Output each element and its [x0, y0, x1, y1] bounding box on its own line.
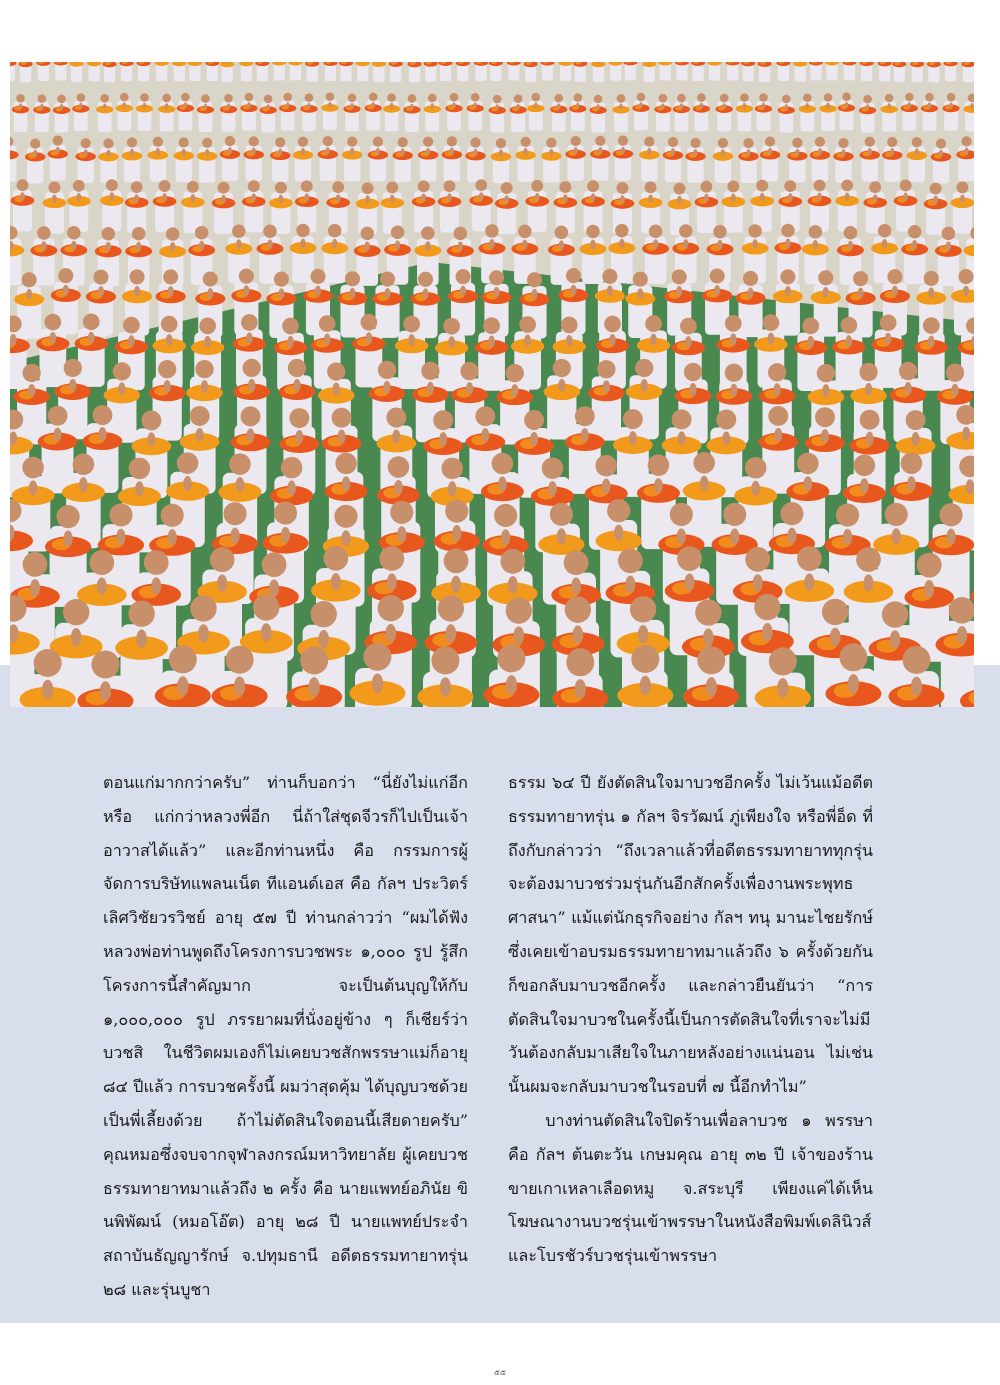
article-column-right: [508, 766, 873, 1273]
ordinand-figure: [389, 62, 403, 82]
ordinand-figure: [691, 62, 705, 81]
ordinand-figure: [323, 62, 337, 81]
ordinand-figure: [424, 62, 438, 82]
ordinand-figure: [776, 62, 790, 81]
ordinand-figure: [372, 62, 386, 82]
ordinand-figure: [910, 62, 924, 82]
ordinand-figure: [658, 62, 672, 80]
ordinand-figure: [220, 62, 234, 82]
ordinand-figure: [103, 62, 117, 82]
ordinand-figure: [69, 62, 83, 82]
article-paragraph: ธรรม ๖๔ ปี ยังตัดสินใจมาบวชอีกครั้ง ไม่เว้นแม้อดีตธรรมทายาทรุ่น ๑ กัลฯ จิรวัฒน์ ภู่เพียงใจ หรือพี่อ็ด ที่ถึงกับกล่าวว่า “ถึงเวลาแล้วที่อดีตธรรมทายาททุกรุ่นจะต้องมาบวชร่วมรุ่นกันอีกสักครั้งเพื่องานพระพุทธศาสนา” แม้แต่นักธุรกิจอย่าง กัลฯ ทนุ มานะไชยรักษ์ ซึ่งเคยเข้าอบรมธรรมทายาทมาแล้วถึง ๖ ครั้งด้วยกัน ก็ขอกลับมาบวชอีกครั้ง และกล่าวยืนยันว่า “การตัดสินใจมาบวชในครั้งนี้เป็นการตัดสินใจที่เราจะไม่มีวันต้องกลับมาเสียใจในภายหลังอย่างแน่นอน ไม่เช่นนั้นผมจะกลับมาบวชในรอบที่ ๗ นี้อีกทำไม”: [508, 773, 873, 1097]
ordinand-figure: [305, 62, 319, 82]
ordinand-figure: [559, 62, 573, 81]
ordinand-figure: [793, 62, 807, 82]
ordination-crowd-photo: [10, 62, 974, 707]
ordinand-figure: [272, 62, 286, 81]
ordinand-figure: [944, 62, 958, 81]
ordinand-figure: [758, 62, 772, 82]
page-number: ๕๕: [493, 1368, 507, 1377]
ordinand-figure: [708, 62, 722, 81]
ordinand-figure: [205, 62, 219, 81]
ordinand-figure: [675, 62, 689, 80]
ordinand-figure: [726, 62, 740, 81]
ordinand-figure: [356, 62, 370, 81]
ordinand-figure: [36, 62, 50, 81]
ordinand-figure: [188, 62, 202, 81]
ordinand-figure: [541, 62, 555, 81]
ordinand-figure: [255, 62, 269, 81]
ordinand-figure: [474, 62, 488, 81]
ordinand-figure: [825, 62, 839, 80]
ordinand-figure: [642, 62, 656, 82]
ordinand-figure: [87, 62, 101, 81]
ordinand-figure: [609, 62, 623, 81]
ordinand-figure: [741, 62, 755, 81]
ordinand-figure: [408, 62, 422, 82]
article-paragraph: ตอนแก่มากกว่าครับ” ท่านก็บอกว่า “นี่ยังไม่แก่อีกหรือ แก่กว่าหลวงพี่อีก นี่ถ้าใส่ชุดจีวรก็ไปเป็นเจ้าอาวาสได้แล้ว” และอีกท่านหนึ่ง คือ กรรมการผู้จัดการบริษัทแพลนเน็ต ทีแอนด์เอส คือ กัลฯ ประวิตร์ เลิศวิชัยวรวิชย์ อายุ ๕๗ ปี ท่านกล่าวว่า “ผมได้ฟังหลวงพ่อท่านพูดถึงโครงการบวชพระ ๑,๐๐๐ รูป รู้สึกโครงการนี้สำคัญมาก จะเป็นต้นบุญให้กับ ๑,๐๐๐,๐๐๐ รูป ภรรยาผมที่นั่งอยู่ข้าง ๆ ก็เชียร์ว่า บวชสิ ในชีวิตผมเองก็ไม่เคยบวชสักพรรษาแม่ก็อายุ ๘๔ ปีแล้ว การบวชครั้งนี้ ผมว่าสุดคุ้ม ได้บุญบวชด้วย เป็นพี่เลี้ยงด้วย ถ้าไม่ตัดสินใจตอนนี้เสียดายครับ” คุณหมอซึ่งจบจากจุฬาลงกรณ์มหาวิทยาลัย ผู้เคยบวชธรรมทายาทมาแล้วถึง ๒ ครั้ง คือ นายแพทย์อภินัย ขินพิพัฒน์ (หมอโอ๊ต) อายุ ๒๘ ปี นายแพทย์ประจำสถาบันธัญญารักษ์ จ.ปทุมธานี อดีตธรรมทายาทรุ่น ๒๘ และรุ่นบูชา: [103, 773, 468, 1299]
ordinand-figure: [288, 62, 302, 81]
ordinand-figure: [339, 62, 353, 81]
ordinand-figure: [489, 62, 503, 81]
ordinand-figure: [172, 62, 186, 81]
ordinand-figure: [239, 62, 253, 81]
ordinand-figure: [623, 62, 637, 80]
ordinand-figure: [961, 62, 974, 82]
ordinand-figure: [809, 62, 823, 81]
ordinand-figure: [137, 62, 151, 81]
article-paragraph: บางท่านตัดสินใจปิดร้านเพื่อลาบวช ๑ พรรษา คือ กัลฯ ต้นตะวัน เกษมคุณ อายุ ๓๒ ปี เจ้าของร้านขายเกาเหลาเลือดหมู จ.สระบุรี เพียงแค่ได้เห็นโฆษณางานบวชรุ่นเข้าพรรษาในหนังสือพิมพ์เดลินิวส์ และโบรชัวร์บวชรุ่นเข้าพรรษา: [508, 1110, 873, 1266]
ordinand-figure: [507, 62, 521, 81]
ordinand-figure: [524, 62, 538, 82]
ordinand-figure: [591, 62, 605, 82]
crowd-image: [10, 62, 974, 707]
ordinand-figure: [927, 62, 941, 82]
ordinand-figure: [860, 62, 874, 81]
ordinand-figure: [438, 62, 452, 81]
ordinand-figure: [842, 62, 856, 80]
ordinand-figure: [120, 62, 134, 81]
ordinand-figure: [19, 62, 33, 82]
ordinand-figure: [155, 62, 169, 81]
ordinand-figure: [54, 62, 68, 81]
ordinand-figure: [456, 62, 470, 81]
ordinand-figure: [878, 62, 892, 81]
article-column-left: [103, 766, 468, 1307]
ordinand-figure: [892, 62, 906, 82]
ordinand-figure: [573, 62, 587, 82]
